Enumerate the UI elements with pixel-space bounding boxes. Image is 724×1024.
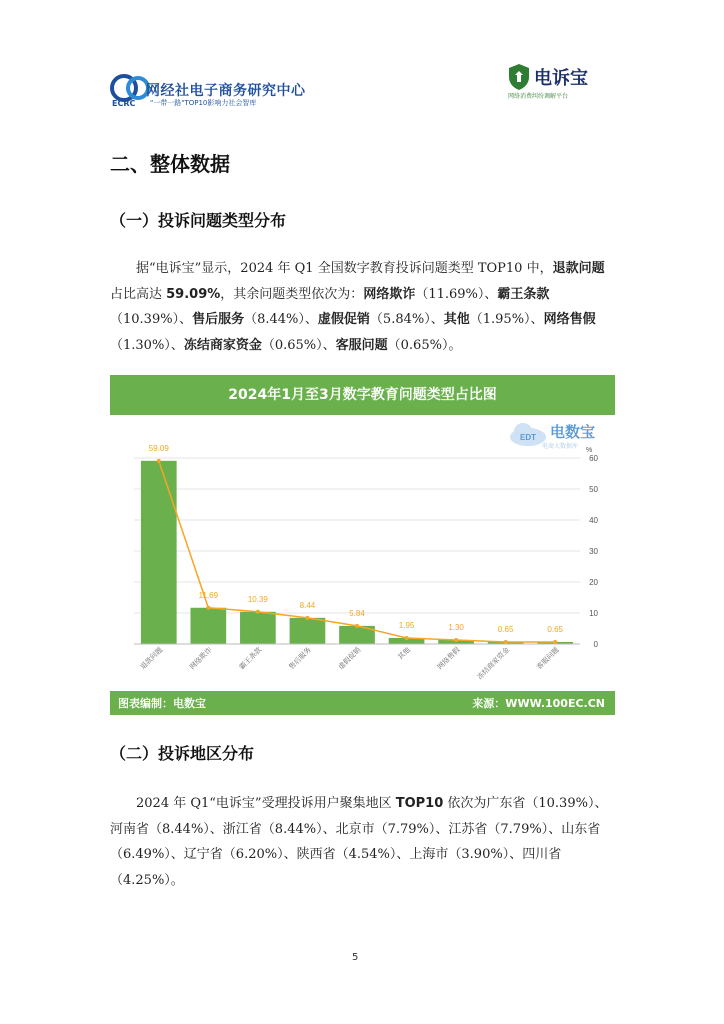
page-number: 5: [352, 952, 359, 963]
trend-point: [256, 610, 260, 614]
chart-bar: [190, 608, 226, 644]
x-tick-label: 客服问题: [535, 646, 561, 672]
y-tick-label: 60: [589, 454, 598, 463]
shield-icon: [508, 63, 530, 91]
x-tick-label: 其他: [397, 646, 412, 662]
data-label: 0.65: [497, 624, 514, 634]
y-tick-label: 40: [589, 516, 598, 525]
y-tick-label: 0: [593, 640, 598, 649]
trend-point: [553, 640, 557, 644]
subsection-title-complaint-type: （一）投诉问题类型分布: [110, 211, 287, 230]
trend-point: [454, 638, 458, 642]
y-tick-label: 10: [589, 609, 598, 618]
watermark-subtitle: 电商大数据库: [542, 443, 579, 450]
dsb-title: 电诉宝: [534, 68, 588, 89]
ecrc-title: 网经社电子商务研究中心: [146, 83, 306, 99]
trend-point: [355, 624, 359, 628]
data-label: 1.30: [448, 622, 464, 632]
data-label: 0.65: [547, 624, 564, 634]
y-unit-label: %: [586, 447, 593, 454]
paragraph-complaint-type: 据“电诉宝”显示，2024 年 Q1 全国数字教育投诉问题类型 TOP10 中，退款问题占比高达 59.09%，其余问题类型依次为：网络欺诈（11.69%）、霸王条款（10.39%）、售后服务（8.44%）、虚假促销（5.84%）、其他（1.95%）、网络售假（1.30%）、冻结商家资金（0.65%）、客服问题（0.65%）。: [110, 261, 605, 354]
chart-title: 2024年1月至3月数字教育问题类型占比图: [228, 387, 497, 403]
dsb-subtitle: 网络消费纠纷调解平台: [508, 93, 569, 100]
trend-point: [405, 636, 409, 640]
trend-point: [157, 459, 161, 463]
trend-point: [206, 606, 210, 610]
subsection-title-region: （二）投诉地区分布: [110, 744, 255, 763]
section-title: 二、整体数据: [110, 152, 230, 176]
y-tick-label: 50: [589, 485, 598, 494]
data-label: 5.84: [349, 608, 365, 618]
complaint-type-chart: [110, 375, 615, 715]
data-label: 11.69: [198, 590, 219, 600]
x-tick-label: 网络售假: [436, 646, 462, 672]
ecrc-subtitle: "一带一路"TOP10影响力社会智库: [150, 99, 257, 107]
x-tick-label: 霸王条款: [238, 646, 264, 672]
chart-footer-credit: 图表编制：电数宝: [118, 697, 206, 710]
chart-bar: [240, 612, 276, 644]
chart-bar: [290, 618, 326, 644]
trend-point: [504, 640, 508, 644]
data-label: 10.39: [247, 594, 268, 604]
watermark-logo-text: EDT: [520, 433, 536, 442]
y-tick-label: 30: [589, 547, 598, 556]
chart-plot: [110, 415, 615, 691]
x-tick-label: 虚假促销: [337, 646, 363, 672]
chart-bar: [141, 461, 177, 644]
x-tick-label: 退款问题: [139, 646, 165, 672]
data-label: 8.44: [299, 600, 316, 610]
watermark-text: 电数宝: [550, 423, 596, 441]
x-tick-label: 冻结商家资金: [476, 646, 512, 682]
chart-footer-source: 来源：WWW.100EC.CN: [472, 697, 605, 710]
y-tick-label: 20: [589, 578, 598, 587]
x-tick-label: 售后服务: [288, 646, 313, 672]
paragraph-region: 2024 年 Q1“电诉宝”受理投诉用户聚集地区 TOP10 依次为广东省（10.39%）、河南省（8.44%）、浙江省（8.44%）、北京市（7.79%）、江苏省（7.79%）、山东省（6.49%）、辽宁省（6.20%）、陕西省（4.54%）、上海市（3.90%）、四川省（4.25%）。: [110, 796, 608, 889]
data-label: 1.95: [398, 620, 415, 630]
x-tick-label: 网络欺诈: [188, 646, 214, 672]
trend-point: [305, 616, 309, 620]
ecrc-abbr: ECRC: [112, 99, 136, 108]
data-label: 59.09: [148, 443, 169, 453]
